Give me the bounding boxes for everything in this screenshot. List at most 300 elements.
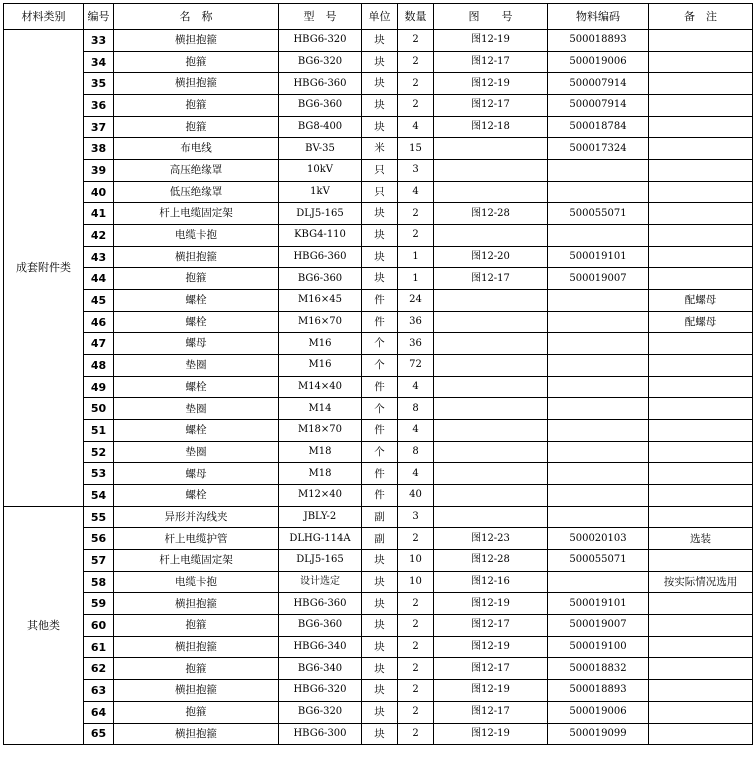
code-cell: 500019099	[548, 723, 649, 745]
qty-cell: 1	[398, 268, 434, 290]
note-cell	[649, 723, 753, 745]
model-cell: 设计选定	[279, 571, 362, 593]
category-cell: 成套附件类	[4, 30, 84, 507]
qty-cell: 10	[398, 550, 434, 572]
unit-cell: 件	[362, 311, 398, 333]
table-row	[4, 658, 753, 680]
fig-cell	[434, 398, 548, 420]
fig-cell: 图12-17	[434, 615, 548, 637]
num-cell: 64	[84, 701, 114, 723]
qty-cell: 2	[398, 30, 434, 52]
note-cell	[649, 268, 753, 290]
qty-cell: 2	[398, 203, 434, 225]
qty-cell: 2	[398, 636, 434, 658]
note-cell	[649, 138, 753, 160]
table-row	[4, 398, 753, 420]
note-cell	[649, 636, 753, 658]
code-cell: 500018832	[548, 658, 649, 680]
code-cell: 500020103	[548, 528, 649, 550]
code-cell: 500055071	[548, 203, 649, 225]
name-cell: 异形并沟线夹	[114, 506, 279, 528]
note-cell: 选装	[649, 528, 753, 550]
fig-cell: 图12-20	[434, 246, 548, 268]
header-note: 备 注	[649, 4, 753, 30]
name-cell: 布电线	[114, 138, 279, 160]
unit-cell: 个	[362, 333, 398, 355]
unit-cell: 个	[362, 398, 398, 420]
header-category: 材料类别	[4, 4, 84, 30]
unit-cell: 件	[362, 420, 398, 442]
model-cell: 10kV	[279, 160, 362, 182]
name-cell: 杆上电缆固定架	[114, 203, 279, 225]
fig-cell	[434, 333, 548, 355]
model-cell: HBG6-360	[279, 246, 362, 268]
note-cell	[649, 680, 753, 702]
note-cell	[649, 420, 753, 442]
unit-cell: 块	[362, 701, 398, 723]
model-cell: HBG6-320	[279, 30, 362, 52]
model-cell: M18	[279, 441, 362, 463]
table-row	[4, 51, 753, 73]
code-cell: 500019006	[548, 51, 649, 73]
num-cell: 54	[84, 485, 114, 507]
unit-cell: 块	[362, 116, 398, 138]
qty-cell: 15	[398, 138, 434, 160]
unit-cell: 件	[362, 290, 398, 312]
model-cell: M18×70	[279, 420, 362, 442]
note-cell	[649, 203, 753, 225]
name-cell: 垫圈	[114, 441, 279, 463]
note-cell	[649, 246, 753, 268]
code-cell	[548, 355, 649, 377]
note-cell: 配螺母	[649, 290, 753, 312]
fig-cell	[434, 138, 548, 160]
note-cell	[649, 225, 753, 247]
code-cell	[548, 441, 649, 463]
fig-cell: 图12-17	[434, 268, 548, 290]
qty-cell: 4	[398, 376, 434, 398]
table-row	[4, 268, 753, 290]
code-cell: 500018784	[548, 116, 649, 138]
name-cell: 螺栓	[114, 485, 279, 507]
name-cell: 横担抱箍	[114, 636, 279, 658]
num-cell: 51	[84, 420, 114, 442]
num-cell: 35	[84, 73, 114, 95]
qty-cell: 2	[398, 51, 434, 73]
fig-cell: 图12-19	[434, 593, 548, 615]
model-cell: M12×40	[279, 485, 362, 507]
code-cell: 500019101	[548, 246, 649, 268]
fig-cell	[434, 225, 548, 247]
table-row	[4, 30, 753, 52]
model-cell: DLHG-114A	[279, 528, 362, 550]
table-row	[4, 680, 753, 702]
qty-cell: 2	[398, 528, 434, 550]
num-cell: 49	[84, 376, 114, 398]
code-cell: 500019007	[548, 268, 649, 290]
qty-cell: 2	[398, 701, 434, 723]
num-cell: 65	[84, 723, 114, 745]
model-cell: M16	[279, 355, 362, 377]
model-cell: BG8-400	[279, 116, 362, 138]
qty-cell: 4	[398, 463, 434, 485]
note-cell	[649, 506, 753, 528]
unit-cell: 块	[362, 615, 398, 637]
qty-cell: 2	[398, 95, 434, 117]
table-row	[4, 355, 753, 377]
header-num: 编号	[84, 4, 114, 30]
unit-cell: 个	[362, 441, 398, 463]
table-row	[4, 333, 753, 355]
name-cell: 低压绝缘罩	[114, 181, 279, 203]
fig-cell: 图12-19	[434, 723, 548, 745]
num-cell: 58	[84, 571, 114, 593]
model-cell: BG6-360	[279, 268, 362, 290]
fig-cell: 图12-19	[434, 680, 548, 702]
code-cell	[548, 160, 649, 182]
fig-cell: 图12-16	[434, 571, 548, 593]
num-cell: 44	[84, 268, 114, 290]
model-cell: BV-35	[279, 138, 362, 160]
code-cell: 500007914	[548, 95, 649, 117]
model-cell: M16×70	[279, 311, 362, 333]
note-cell	[649, 615, 753, 637]
qty-cell: 2	[398, 658, 434, 680]
fig-cell: 图12-23	[434, 528, 548, 550]
note-cell	[649, 398, 753, 420]
code-cell: 500007914	[548, 73, 649, 95]
table-row	[4, 311, 753, 333]
name-cell: 电缆卡抱	[114, 225, 279, 247]
material-table	[3, 3, 753, 745]
fig-cell	[434, 463, 548, 485]
unit-cell: 只	[362, 181, 398, 203]
num-cell: 42	[84, 225, 114, 247]
unit-cell: 块	[362, 658, 398, 680]
note-cell	[649, 73, 753, 95]
code-cell	[548, 463, 649, 485]
qty-cell: 4	[398, 116, 434, 138]
num-cell: 47	[84, 333, 114, 355]
name-cell: 螺栓	[114, 311, 279, 333]
table-row	[4, 528, 753, 550]
qty-cell: 4	[398, 420, 434, 442]
fig-cell: 图12-17	[434, 701, 548, 723]
fig-cell	[434, 485, 548, 507]
note-cell: 按实际情况选用	[649, 571, 753, 593]
model-cell: BG6-320	[279, 701, 362, 723]
code-cell	[548, 225, 649, 247]
fig-cell	[434, 355, 548, 377]
header-unit: 单位	[362, 4, 398, 30]
name-cell: 横担抱箍	[114, 680, 279, 702]
note-cell	[649, 485, 753, 507]
name-cell: 螺栓	[114, 290, 279, 312]
code-cell	[548, 290, 649, 312]
note-cell: 配螺母	[649, 311, 753, 333]
name-cell: 电缆卡抱	[114, 571, 279, 593]
name-cell: 垫圈	[114, 398, 279, 420]
unit-cell: 块	[362, 571, 398, 593]
name-cell: 抱箍	[114, 116, 279, 138]
unit-cell: 只	[362, 160, 398, 182]
num-cell: 63	[84, 680, 114, 702]
num-cell: 50	[84, 398, 114, 420]
unit-cell: 个	[362, 355, 398, 377]
fig-cell	[434, 311, 548, 333]
table-row	[4, 420, 753, 442]
name-cell: 抱箍	[114, 51, 279, 73]
code-cell	[548, 398, 649, 420]
name-cell: 垫圈	[114, 355, 279, 377]
category-cell: 其他类	[4, 506, 84, 744]
note-cell	[649, 355, 753, 377]
fig-cell: 图12-19	[434, 73, 548, 95]
table-row	[4, 116, 753, 138]
header-code: 物料编码	[548, 4, 649, 30]
num-cell: 61	[84, 636, 114, 658]
note-cell	[649, 701, 753, 723]
table-row	[4, 95, 753, 117]
num-cell: 41	[84, 203, 114, 225]
unit-cell: 块	[362, 51, 398, 73]
table-row	[4, 376, 753, 398]
fig-cell	[434, 506, 548, 528]
table-row	[4, 225, 753, 247]
model-cell: BG6-340	[279, 658, 362, 680]
unit-cell: 米	[362, 138, 398, 160]
table-row	[4, 160, 753, 182]
note-cell	[649, 160, 753, 182]
fig-cell	[434, 290, 548, 312]
table-row	[4, 571, 753, 593]
fig-cell	[434, 181, 548, 203]
table-row	[4, 441, 753, 463]
model-cell: BG6-360	[279, 615, 362, 637]
header-fig: 图 号	[434, 4, 548, 30]
note-cell	[649, 376, 753, 398]
model-cell: DLJ5-165	[279, 203, 362, 225]
qty-cell: 3	[398, 160, 434, 182]
name-cell: 抱箍	[114, 268, 279, 290]
qty-cell: 10	[398, 571, 434, 593]
table-row	[4, 203, 753, 225]
qty-cell: 3	[398, 506, 434, 528]
unit-cell: 件	[362, 463, 398, 485]
code-cell	[548, 506, 649, 528]
num-cell: 43	[84, 246, 114, 268]
header-model: 型 号	[279, 4, 362, 30]
table-row	[4, 463, 753, 485]
name-cell: 抱箍	[114, 701, 279, 723]
code-cell	[548, 311, 649, 333]
unit-cell: 块	[362, 723, 398, 745]
model-cell: M16	[279, 333, 362, 355]
model-cell: 1kV	[279, 181, 362, 203]
table-row	[4, 615, 753, 637]
unit-cell: 块	[362, 225, 398, 247]
code-cell	[548, 181, 649, 203]
qty-cell: 2	[398, 73, 434, 95]
num-cell: 59	[84, 593, 114, 615]
header-qty: 数量	[398, 4, 434, 30]
unit-cell: 副	[362, 528, 398, 550]
fig-cell: 图12-19	[434, 30, 548, 52]
num-cell: 56	[84, 528, 114, 550]
table-body	[4, 30, 753, 745]
qty-cell: 2	[398, 680, 434, 702]
unit-cell: 块	[362, 268, 398, 290]
code-cell: 500019007	[548, 615, 649, 637]
num-cell: 34	[84, 51, 114, 73]
code-cell	[548, 571, 649, 593]
qty-cell: 36	[398, 333, 434, 355]
unit-cell: 块	[362, 95, 398, 117]
qty-cell: 4	[398, 181, 434, 203]
code-cell: 500018893	[548, 680, 649, 702]
code-cell: 500019006	[548, 701, 649, 723]
note-cell	[649, 658, 753, 680]
qty-cell: 72	[398, 355, 434, 377]
name-cell: 横担抱箍	[114, 723, 279, 745]
num-cell: 55	[84, 506, 114, 528]
model-cell: M18	[279, 463, 362, 485]
name-cell: 抱箍	[114, 95, 279, 117]
model-cell: KBG4-110	[279, 225, 362, 247]
num-cell: 45	[84, 290, 114, 312]
num-cell: 39	[84, 160, 114, 182]
note-cell	[649, 550, 753, 572]
qty-cell: 36	[398, 311, 434, 333]
note-cell	[649, 30, 753, 52]
qty-cell: 8	[398, 398, 434, 420]
name-cell: 杆上电缆固定架	[114, 550, 279, 572]
qty-cell: 8	[398, 441, 434, 463]
unit-cell: 块	[362, 203, 398, 225]
name-cell: 横担抱箍	[114, 593, 279, 615]
qty-cell: 40	[398, 485, 434, 507]
table-row	[4, 485, 753, 507]
table-row	[4, 636, 753, 658]
num-cell: 62	[84, 658, 114, 680]
num-cell: 60	[84, 615, 114, 637]
unit-cell: 件	[362, 485, 398, 507]
qty-cell: 2	[398, 593, 434, 615]
table-row	[4, 550, 753, 572]
num-cell: 57	[84, 550, 114, 572]
fig-cell	[434, 441, 548, 463]
name-cell: 横担抱箍	[114, 30, 279, 52]
name-cell: 螺栓	[114, 376, 279, 398]
code-cell: 500019100	[548, 636, 649, 658]
code-cell: 500017324	[548, 138, 649, 160]
note-cell	[649, 463, 753, 485]
name-cell: 高压绝缘罩	[114, 160, 279, 182]
table-row	[4, 593, 753, 615]
num-cell: 46	[84, 311, 114, 333]
unit-cell: 块	[362, 73, 398, 95]
fig-cell: 图12-19	[434, 636, 548, 658]
note-cell	[649, 441, 753, 463]
name-cell: 抱箍	[114, 658, 279, 680]
unit-cell: 块	[362, 680, 398, 702]
model-cell: M14×40	[279, 376, 362, 398]
fig-cell	[434, 160, 548, 182]
fig-cell	[434, 376, 548, 398]
model-cell: HBG6-340	[279, 636, 362, 658]
fig-cell: 图12-17	[434, 51, 548, 73]
table-row	[4, 138, 753, 160]
note-cell	[649, 593, 753, 615]
header-row	[4, 4, 753, 30]
table-row	[4, 701, 753, 723]
code-cell: 500019101	[548, 593, 649, 615]
model-cell: BG6-320	[279, 51, 362, 73]
name-cell: 横担抱箍	[114, 246, 279, 268]
num-cell: 36	[84, 95, 114, 117]
table-row	[4, 73, 753, 95]
num-cell: 48	[84, 355, 114, 377]
fig-cell	[434, 420, 548, 442]
name-cell: 螺栓	[114, 420, 279, 442]
name-cell: 杆上电缆护管	[114, 528, 279, 550]
note-cell	[649, 95, 753, 117]
qty-cell: 2	[398, 615, 434, 637]
model-cell: HBG6-320	[279, 680, 362, 702]
table-row	[4, 506, 753, 528]
table-row	[4, 723, 753, 745]
unit-cell: 件	[362, 376, 398, 398]
fig-cell: 图12-28	[434, 550, 548, 572]
num-cell: 38	[84, 138, 114, 160]
fig-cell: 图12-17	[434, 658, 548, 680]
table-row	[4, 181, 753, 203]
model-cell: HBG6-360	[279, 73, 362, 95]
num-cell: 53	[84, 463, 114, 485]
code-cell: 500018893	[548, 30, 649, 52]
unit-cell: 副	[362, 506, 398, 528]
fig-cell: 图12-18	[434, 116, 548, 138]
qty-cell: 1	[398, 246, 434, 268]
qty-cell: 24	[398, 290, 434, 312]
num-cell: 52	[84, 441, 114, 463]
num-cell: 40	[84, 181, 114, 203]
model-cell: DLJ5-165	[279, 550, 362, 572]
unit-cell: 块	[362, 636, 398, 658]
num-cell: 33	[84, 30, 114, 52]
model-cell: M16×45	[279, 290, 362, 312]
unit-cell: 块	[362, 30, 398, 52]
note-cell	[649, 181, 753, 203]
table-row	[4, 290, 753, 312]
unit-cell: 块	[362, 246, 398, 268]
model-cell: HBG6-360	[279, 593, 362, 615]
code-cell	[548, 376, 649, 398]
header-name: 名 称	[114, 4, 279, 30]
qty-cell: 2	[398, 723, 434, 745]
code-cell	[548, 420, 649, 442]
model-cell: M14	[279, 398, 362, 420]
note-cell	[649, 116, 753, 138]
code-cell: 500055071	[548, 550, 649, 572]
name-cell: 螺母	[114, 463, 279, 485]
code-cell	[548, 485, 649, 507]
note-cell	[649, 51, 753, 73]
name-cell: 抱箍	[114, 615, 279, 637]
num-cell: 37	[84, 116, 114, 138]
unit-cell: 块	[362, 550, 398, 572]
fig-cell: 图12-28	[434, 203, 548, 225]
